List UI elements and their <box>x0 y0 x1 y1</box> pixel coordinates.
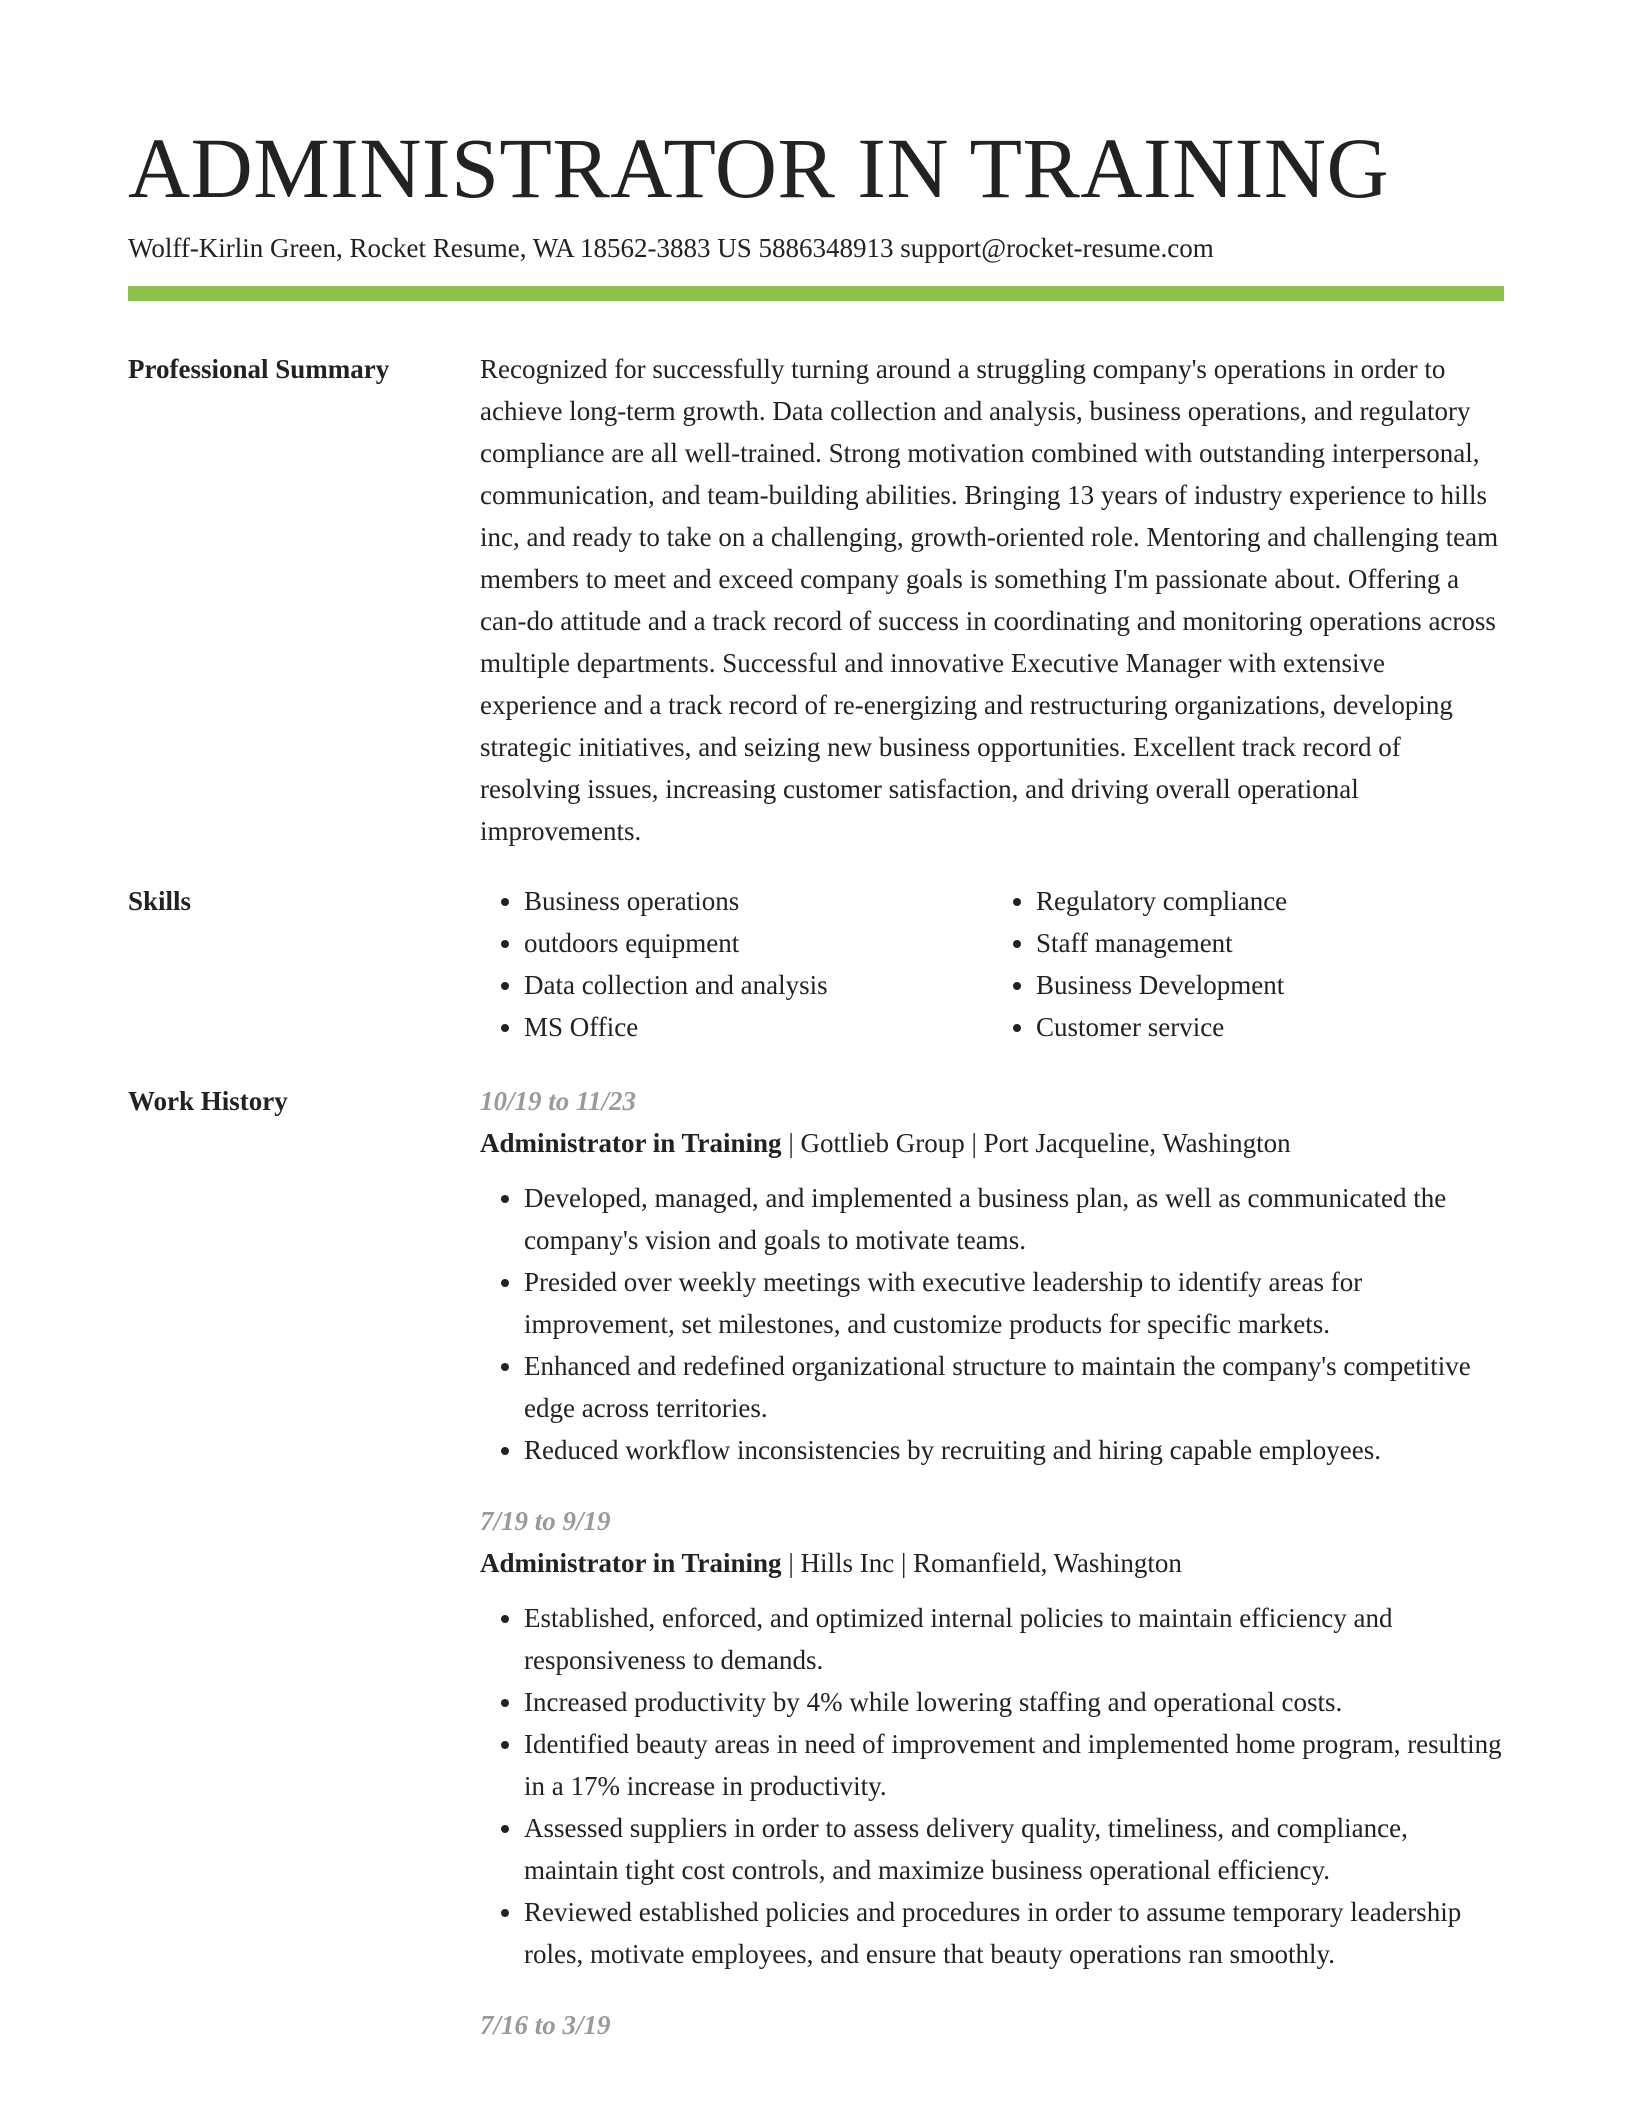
job-bullet: • Assessed suppliers in order to assess delivery quality, timeliness, and compliance, maintain tight cost controls, and maximize business operational efficiency. <box>524 1807 1504 1891</box>
job-bullet: • Presided over weekly meetings with executive leadership to identify areas for improvement, set milestones, and customize products for specific markets. <box>524 1261 1504 1345</box>
job-details: | Hills Inc | Romanfield, Washington <box>781 1548 1182 1578</box>
job-dates: 10/19 to 11/23 <box>480 1086 637 1116</box>
job-entry <box>480 1500 1504 1975</box>
skill-item: • Staff management <box>1036 922 1504 964</box>
job-bullet: • Enhanced and redefined organizational structure to maintain the company's competitive edge across territories. <box>524 1345 1504 1429</box>
skill-item: • Business Development <box>1036 964 1504 1006</box>
job-details: | Gottlieb Group | Port Jacqueline, Washington <box>781 1128 1291 1158</box>
contact-line: Wolff-Kirlin Green, Rocket Resume, WA 18562-3883 US 5886348913 support@rocket-resume.com <box>128 233 1214 263</box>
job-title: Administrator in Training <box>480 1548 782 1578</box>
job-dates: 7/16 to 3/19 <box>480 2010 611 2040</box>
job-bullet: • Identified beauty areas in need of improvement and implemented home program, resulting in a 17% increase in productivity. <box>524 1723 1504 1807</box>
summary-label: Professional Summary <box>128 354 390 384</box>
summary-text: Recognized for successfully turning around a struggling company's operations in order to achieve long-term growth. Data collection and analysis, business operations, and regulatory compliance are all well-trained. Strong motivation combined with outstanding interpersonal, communication, and team-building abilities. Bringing 13 years of industry experience to hills inc, and ready to take on a challenging, growth-oriented role. Mentoring and challenging team members to meet and exceed company goals is something I'm passionate about. Offering a can-do attitude and a track record of success in coordinating and monitoring operations across multiple departments. Successful and innovative Executive Manager with extensive experience and a track record of re-energizing and restructuring organizations, developing strategic initiatives, and seizing new business opportunities. Excellent track record of resolving issues, increasing customer satisfaction, and driving overall operational improvements. <box>480 354 1499 846</box>
job-bullet: • Reduced workflow inconsistencies by recruiting and hiring capable employees. <box>524 1429 1504 1471</box>
skills-label: Skills <box>128 886 192 916</box>
job-entry <box>480 1080 1504 1471</box>
job-bullet: • Increased productivity by 4% while lowering staffing and operational costs. <box>524 1681 1504 1723</box>
resume-title: ADMINISTRATOR IN TRAINING <box>128 120 1390 216</box>
job-title: Administrator in Training <box>480 1128 782 1158</box>
skill-item: • Regulatory compliance <box>1036 880 1504 922</box>
skill-item: • Data collection and analysis <box>524 964 992 1006</box>
skill-item: • Business operations <box>524 880 992 922</box>
skill-item: • Customer service <box>1036 1006 1504 1048</box>
job-bullet: • Reviewed established policies and procedures in order to assume temporary leadership roles, motivate employees, and ensure that beauty operations ran smoothly. <box>524 1891 1504 1975</box>
skills-list-right <box>992 880 1504 1048</box>
job-heading <box>480 1122 1504 1164</box>
job-bullet: • Developed, managed, and implemented a business plan, as well as communicated the company's vision and goals to motivate teams. <box>524 1177 1504 1261</box>
work-history-label: Work History <box>128 1086 288 1116</box>
skills-list-left <box>480 880 992 1048</box>
job-bullets <box>480 1597 1504 1975</box>
skill-item: • outdoors equipment <box>524 922 992 964</box>
skill-item: • MS Office <box>524 1006 992 1048</box>
job-heading <box>480 1542 1504 1584</box>
job-bullet: • Established, enforced, and optimized internal policies to maintain efficiency and responsiveness to demands. <box>524 1597 1504 1681</box>
job-dates: 7/19 to 9/19 <box>480 1506 611 1536</box>
accent-divider <box>128 286 1504 301</box>
job-bullets <box>480 1177 1504 1471</box>
job-entry <box>480 2004 1504 2046</box>
